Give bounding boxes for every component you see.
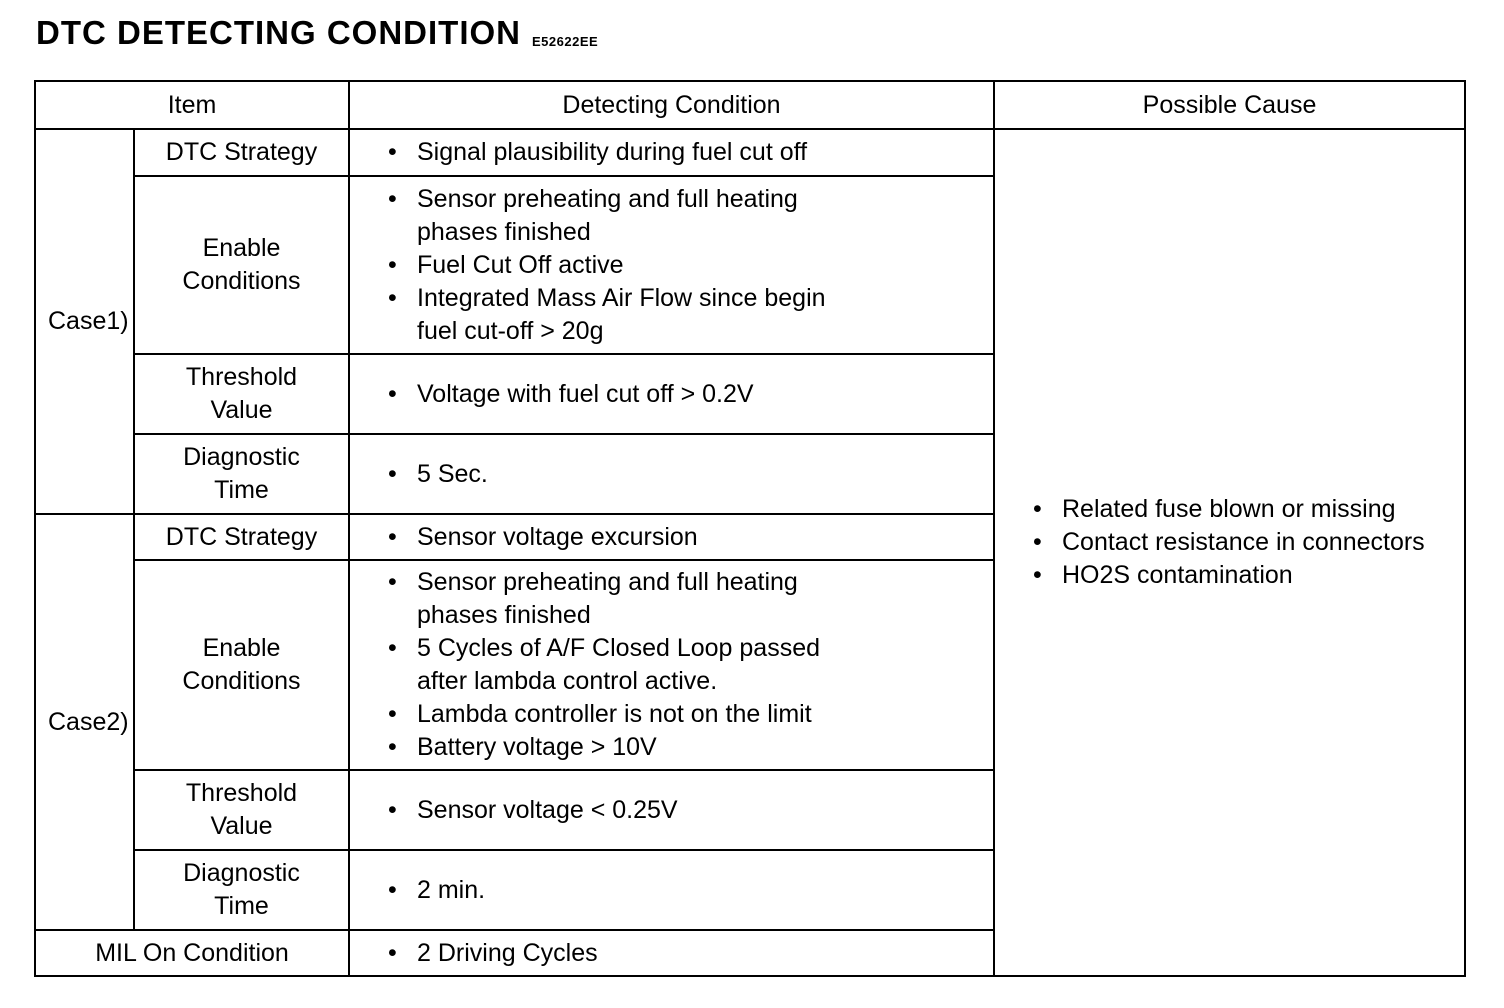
case1-threshold-conditions xyxy=(349,354,994,434)
condition-item: • 2 Driving Cycles xyxy=(388,937,993,970)
case1-strategy-conditions xyxy=(349,129,994,176)
cause-item: • Contact resistance in connectors xyxy=(1033,526,1464,559)
document-code: E52622EE xyxy=(532,34,599,49)
condition-item: • Lambda controller is not on the limit xyxy=(388,698,868,731)
label-line: Diagnostic xyxy=(183,859,300,887)
case2-strategy-conditions xyxy=(349,514,994,560)
page-title: DTC DETECTING CONDITION xyxy=(36,14,521,51)
mil-conditions xyxy=(349,930,994,976)
label-line: Threshold xyxy=(185,363,298,391)
condition-item: • 5 Cycles of A/F Closed Loop passed after lambda control active. xyxy=(388,632,868,698)
label-line: Value xyxy=(210,396,273,424)
case1-strategy-row xyxy=(35,129,1465,176)
condition-item: • 5 Sec. xyxy=(388,458,993,491)
case2-diag-time-conditions xyxy=(349,850,994,930)
case1-threshold-label xyxy=(134,354,349,434)
header-possible-cause: Possible Cause xyxy=(994,81,1465,129)
case2-enable-label xyxy=(134,560,349,770)
case1-enable-label xyxy=(134,176,349,354)
label-line: Time xyxy=(214,892,269,920)
case2-strategy-label: DTC Strategy xyxy=(134,514,349,560)
case1-diag-time-conditions xyxy=(349,434,994,514)
case2-threshold-conditions xyxy=(349,770,994,850)
header-item: Item xyxy=(35,81,349,129)
condition-item: • Voltage with fuel cut off > 0.2V xyxy=(388,378,993,411)
label-line: Conditions xyxy=(182,667,301,695)
condition-item: • 2 min. xyxy=(388,874,993,907)
condition-item: • Sensor preheating and full heating phases finished xyxy=(388,566,868,632)
case2-enable-conditions xyxy=(349,560,994,770)
mil-label: MIL On Condition xyxy=(35,930,349,976)
condition-item: • Signal plausibility during fuel cut off xyxy=(388,136,993,169)
cause-item: • HO2S contamination xyxy=(1033,559,1464,592)
case2-label: Case2) xyxy=(35,514,134,930)
condition-item: • Integrated Mass Air Flow since begin fuel cut-off > 20g xyxy=(388,282,868,348)
case1-strategy-label: DTC Strategy xyxy=(134,129,349,176)
label-line: Threshold xyxy=(185,779,298,807)
condition-item: • Fuel Cut Off active xyxy=(388,249,868,282)
label-line: Enable xyxy=(202,634,281,662)
case1-label: Case1) xyxy=(35,129,134,514)
header-row xyxy=(35,81,1465,129)
condition-item: • Sensor preheating and full heating phases finished xyxy=(388,183,868,249)
label-line: Enable xyxy=(202,234,281,262)
header-detecting-condition: Detecting Condition xyxy=(349,81,994,129)
label-line: Conditions xyxy=(182,267,301,295)
case1-diag-time-label xyxy=(134,434,349,514)
condition-item: • Sensor voltage excursion xyxy=(388,521,993,554)
condition-item: • Sensor voltage < 0.25V xyxy=(388,794,993,827)
dtc-condition-table xyxy=(34,80,1466,977)
label-line: Value xyxy=(210,812,273,840)
condition-item: • Battery voltage > 10V xyxy=(388,731,868,764)
possible-causes xyxy=(994,129,1465,976)
cause-item: • Related fuse blown or missing xyxy=(1033,493,1464,526)
case1-enable-conditions xyxy=(349,176,994,354)
label-line: Time xyxy=(214,476,269,504)
case2-threshold-label xyxy=(134,770,349,850)
case2-diag-time-label xyxy=(134,850,349,930)
label-line: Diagnostic xyxy=(183,443,300,471)
